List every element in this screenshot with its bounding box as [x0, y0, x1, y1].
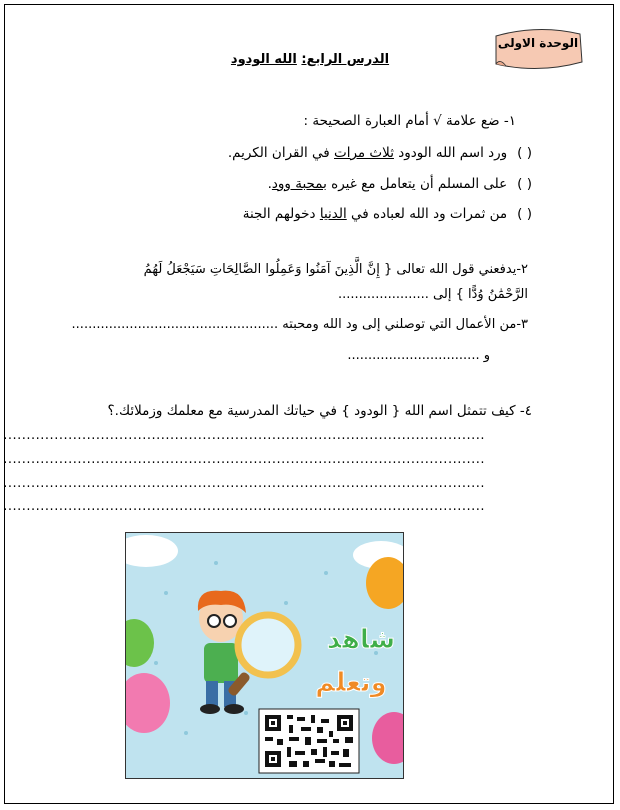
watch-and-learn-illustration — [125, 532, 404, 779]
q1-item-text: من ثمرات ود الله لعباده في — [346, 206, 508, 222]
q1-item-text: ورد اسم الله الودود — [393, 145, 508, 161]
q1-item-text: على المسلم أن يتعامل مع غيره — [326, 176, 508, 192]
q3-line-2[interactable]: و ................................ — [347, 348, 490, 363]
answer-box[interactable]: ( ) — [517, 176, 532, 192]
q4-heading: ٤- كيف تتمثل اسم الله { الودود } في حياتك المدرسية مع معلمك وزملائك.؟ — [107, 403, 532, 419]
q1-item-underlined: الدنيا — [319, 206, 347, 222]
q1-item-text: في القران الكريم. — [227, 145, 334, 161]
answer-line[interactable]: ........................................................................................................ — [3, 428, 485, 443]
q2-line-2[interactable]: الرَّحْمَٰنُ وُدًّا } إلى ...................... — [338, 287, 528, 302]
unit-label: الوحدة الاولى — [497, 36, 579, 50]
q1-item-3 — [243, 206, 532, 222]
q1-item-1 — [228, 145, 532, 161]
q3-line-1[interactable]: ٣-من الأعمال التي توصلني إلى ود الله ومحبته .................................................. — [71, 317, 528, 332]
answer-line[interactable]: ........................................................................................................ — [3, 476, 485, 491]
lesson-title-name: الله الودود — [230, 52, 297, 67]
illustration-word-1: شاهد — [326, 625, 396, 655]
q2-line-1: ٢-يدفعني قول الله تعالى { إِنَّ الَّذِينَ آمَنُوا وَعَمِلُوا الصَّالِحَاتِ سَيَجْعَلُ لَهُمُ — [143, 262, 528, 277]
q1-heading: ١- ضع علامة √ أمام العبارة الصحيحة : — [303, 113, 516, 129]
illustration-word-2: وتعلم — [315, 668, 387, 698]
answer-box[interactable]: ( ) — [517, 206, 532, 222]
q1-item-underlined: بمحبة وود — [271, 176, 327, 192]
illustration-art — [126, 533, 403, 778]
q1-item-2 — [268, 176, 532, 192]
lesson-title — [150, 52, 470, 67]
q1-item-underlined: ثلاث مرات — [334, 145, 394, 161]
answer-line[interactable]: ........................................................................................................ — [3, 499, 485, 514]
lesson-title-prefix: الدرس الرابع: — [301, 52, 390, 67]
answer-line[interactable]: ........................................................................................................ — [3, 452, 485, 467]
q1-item-text: دخولهم الجنة — [242, 206, 320, 222]
answer-box[interactable]: ( ) — [517, 145, 532, 161]
qr-code[interactable] — [259, 709, 359, 773]
q1-item-text: . — [267, 176, 272, 192]
